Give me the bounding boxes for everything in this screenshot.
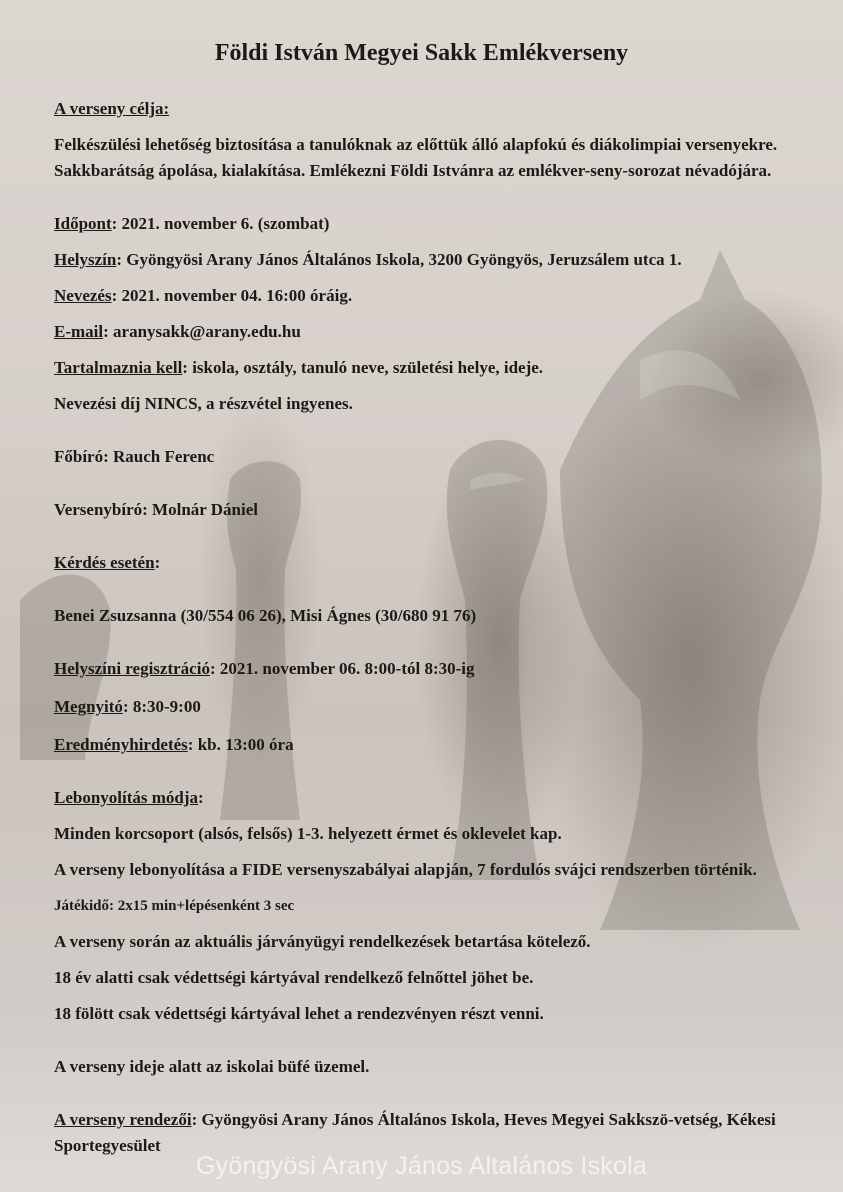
contents-label: Tartalmaznia kell: [54, 358, 183, 377]
page-title: Földi István Megyei Sakk Emlékverseny: [214, 40, 629, 66]
organizers-value: : Gyöngyösi Arany János Általános Iskola, Heves Megyei Sakkszö-vetség, Kékesi Sportegyesület: [54, 1110, 776, 1155]
format-line-1: Minden korcsoport (alsós, felsős) 1-3. helyezett érmet és oklevelet kap.: [54, 824, 562, 843]
registration-label: Helyszíni regisztráció: [54, 659, 210, 678]
organizers-label: A verseny rendezői: [54, 1110, 192, 1129]
chief-arbiter: Főbíró: Rauch Ferenc: [54, 447, 215, 466]
venue-line: [54, 247, 794, 273]
fee-line: Nevezési díj NINCS, a részvétel ingyenes.: [54, 394, 353, 413]
contents-line: [54, 355, 794, 381]
format-heading: Lebonyolítás módja:: [54, 788, 204, 807]
date-line: [54, 211, 794, 237]
results-value: : kb. 13:00 óra: [187, 735, 294, 754]
opening-label: Megnyitó: [54, 697, 123, 716]
format-line-5: 18 fölött csak védettségi kártyával lehet a rendezvényen részt venni.: [54, 1004, 544, 1023]
registration-value: : 2021. november 06. 8:00-tól 8:30-ig: [209, 659, 475, 678]
entry-value: : 2021. november 04. 16:00 óráig.: [111, 286, 353, 305]
entry-label: Nevezés: [54, 286, 112, 305]
email-line: [54, 319, 794, 345]
footer-school-name: Gyöngyösi Arany János Altalános Iskola: [196, 1152, 647, 1180]
goal-text: Felkészülési lehetőség biztosítása a tanulóknak az előttük álló alapfokú és diákolimpiai versenyekre. Sakkbarátság ápolása, kialakítása. Emlékezni Földi Istvánra az emlékver-seny-sorozat névadójára.: [54, 135, 778, 180]
results-label: Eredményhirdetés: [54, 735, 188, 754]
questions-label: Kérdés esetén: [54, 553, 155, 572]
buffet-line: A verseny ideje alatt az iskolai büfé üzemel.: [54, 1057, 370, 1076]
date-value: : 2021. november 6. (szombat): [111, 214, 330, 233]
goal-label: A verseny célja:: [54, 99, 170, 118]
questions-contacts: Benei Zsuzsanna (30/554 06 26), Misi Ágnes (30/680 91 76): [54, 606, 477, 625]
format-line-3: A verseny során az aktuális járványügyi rendelkezések betartása kötelező.: [54, 932, 591, 951]
format-label: Lebonyolítás módja: [54, 788, 199, 807]
contents-value: : iskola, osztály, tanuló neve, születési helye, ideje.: [182, 358, 544, 377]
format-line-2: A verseny lebonyolítása a FIDE versenyszabályai alapján, 7 fordulós svájci rendszerben történik.: [54, 860, 757, 879]
opening-line: [54, 694, 794, 720]
date-label: Időpont: [54, 214, 112, 233]
time-control: Játékidő: 2x15 min+lépésenként 3 sec: [54, 898, 295, 914]
entry-line: [54, 283, 794, 309]
venue-value: : Gyöngyösi Arany János Általános Iskola, 3200 Gyöngyös, Jeruzsálem utca 1.: [116, 250, 682, 269]
arbiter: Versenybíró: Molnár Dániel: [54, 500, 258, 519]
registration-line: [54, 656, 794, 682]
opening-value: : 8:30-9:00: [122, 697, 201, 716]
results-line: [54, 732, 794, 758]
format-line-4: 18 év alatti csak védettségi kártyával rendelkező felnőttel jöhet be.: [54, 968, 534, 987]
questions-heading: Kérdés esetén:: [54, 553, 161, 572]
email-label: E-mail: [54, 322, 104, 341]
goal-heading: [54, 96, 794, 122]
poster-content: [54, 96, 794, 1159]
venue-label: Helyszín: [54, 250, 117, 269]
email-value: : aranysakk@arany.edu.hu: [103, 322, 301, 341]
